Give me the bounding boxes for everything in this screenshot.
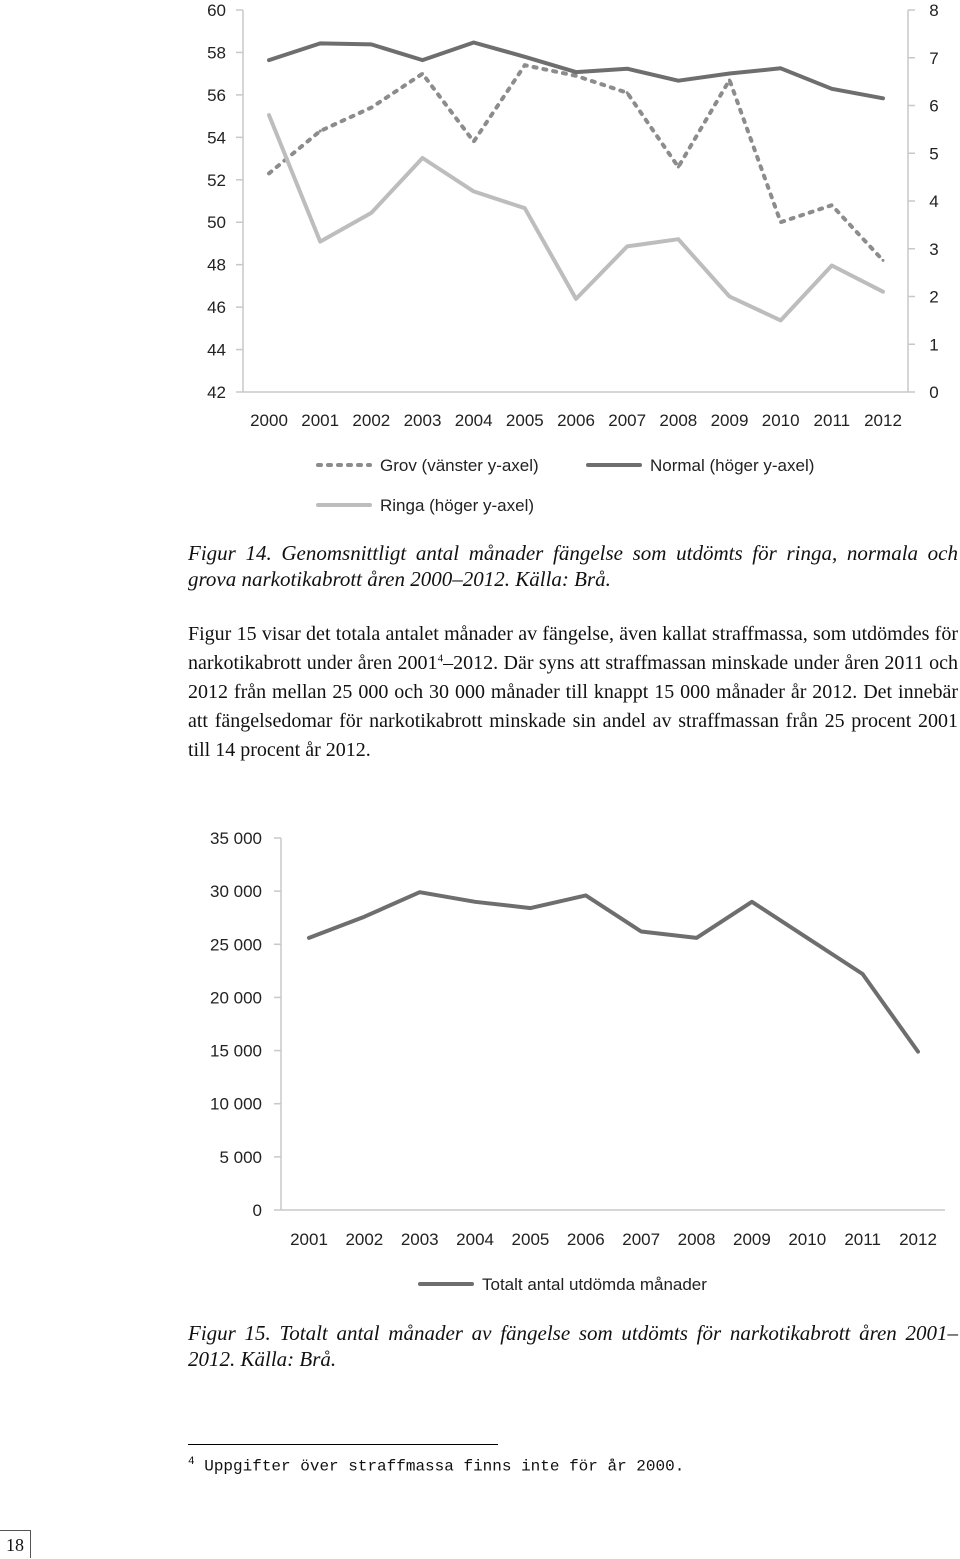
x-tick-label: 2012 — [864, 411, 902, 430]
data-point — [728, 295, 731, 298]
data-point — [268, 114, 271, 117]
data-point — [830, 204, 833, 207]
legend-label: Ringa (höger y-axel) — [380, 496, 535, 515]
x-tick-label: 2005 — [511, 1230, 550, 1249]
x-tick-label: 2004 — [456, 1230, 495, 1249]
x-tick-label: 2004 — [454, 411, 493, 430]
y-right-tick-label: 8 — [929, 1, 939, 20]
x-tick-label: 2003 — [403, 411, 442, 430]
data-point — [830, 87, 833, 90]
y-left-tick-label: 54 — [207, 128, 226, 148]
data-point — [418, 891, 421, 894]
x-tick-label: 2006 — [566, 1230, 605, 1249]
data-point — [779, 67, 782, 70]
y-left-tick-label: 10 000 — [210, 1094, 262, 1114]
footnote-reference[interactable]: 4 — [437, 652, 444, 665]
data-point — [370, 43, 373, 46]
data-point — [474, 900, 477, 903]
data-point — [575, 297, 578, 300]
y-right-tick-label: 7 — [929, 48, 939, 68]
y-left-tick-label: 5 000 — [219, 1147, 262, 1167]
y-left-tick-label: 30 000 — [210, 882, 262, 902]
data-point — [806, 936, 809, 939]
data-point — [268, 172, 271, 175]
body-paragraph — [188, 620, 958, 765]
data-point — [882, 259, 885, 262]
data-point — [728, 79, 731, 82]
y-right-tick-label: 2 — [929, 287, 939, 307]
data-point — [308, 936, 311, 939]
x-tick-label: 2003 — [400, 1230, 439, 1249]
y-left-tick-label: 60 — [207, 1, 226, 20]
x-tick-label: 2001 — [290, 1230, 328, 1249]
y-left-tick-label: 50 — [207, 213, 226, 233]
y-left-tick-label: 20 000 — [210, 988, 262, 1008]
page-number: 18 — [0, 1530, 31, 1558]
data-point — [319, 42, 322, 45]
data-point — [677, 238, 680, 241]
data-point — [882, 290, 885, 293]
data-point — [861, 973, 864, 976]
data-point — [363, 915, 366, 918]
y-right-tick-label: 1 — [929, 335, 939, 355]
data-point — [626, 91, 629, 94]
data-point — [779, 221, 782, 224]
y-left-tick-label: 48 — [207, 255, 226, 275]
x-tick-label: 2008 — [659, 411, 698, 430]
data-point — [529, 907, 532, 910]
body-text-part2: –2012. Där syns att straffmassan minskade under åren 2011 och 2012 från mellan 25 000 och 30 000 månader till knappt 15 000 månader år 2012. Det innebär att fängelsedomar för narkotikabrott minskade sin andel av straffmassan från 25 procent 2001 till 14 procent år 2012. — [188, 652, 958, 761]
data-point — [640, 930, 643, 933]
y-left-tick-label: 58 — [207, 43, 226, 63]
y-left-tick-label: 25 000 — [210, 935, 262, 955]
data-point — [421, 72, 424, 75]
x-tick-label: 2000 — [250, 411, 288, 430]
data-point — [677, 79, 680, 82]
y-left-tick-label: 52 — [207, 170, 226, 190]
data-point — [882, 97, 885, 100]
y-left-tick-label: 15 000 — [210, 1041, 262, 1061]
y-left-tick-label: 35 000 — [210, 829, 262, 848]
y-left-tick-label: 42 — [207, 383, 226, 402]
y-right-tick-label: 0 — [929, 383, 939, 402]
data-point — [830, 264, 833, 267]
data-point — [421, 59, 424, 62]
data-point — [626, 245, 629, 248]
x-tick-label: 2011 — [844, 1230, 881, 1249]
y-right-tick-label: 4 — [929, 192, 939, 211]
x-tick-label: 2002 — [345, 1230, 384, 1249]
y-left-tick-label: 44 — [207, 340, 226, 360]
data-point — [728, 72, 731, 75]
data-point — [575, 74, 578, 77]
data-point — [472, 140, 475, 143]
y-left-tick-label: 56 — [207, 85, 226, 105]
data-point — [421, 157, 424, 160]
footnote-text: Uppgifter över straffmassa finns inte för år 2000. — [204, 1457, 685, 1476]
data-point — [319, 129, 322, 132]
footnote — [188, 1456, 684, 1475]
series-line-grov — [269, 65, 883, 260]
data-point — [917, 1050, 920, 1053]
x-tick-label: 2005 — [505, 411, 544, 430]
data-point — [472, 190, 475, 193]
data-point — [370, 211, 373, 214]
series-line-totalt — [309, 892, 918, 1051]
x-tick-label: 2011 — [813, 411, 851, 430]
data-point — [584, 894, 587, 897]
figure-15-caption: Figur 15. Totalt antal månader av fängelse som utdömts för narkotikabrott åren 2001–2012. Källa: Brå. — [188, 1321, 958, 1371]
x-tick-label: 2008 — [677, 1230, 716, 1249]
data-point — [750, 900, 753, 903]
data-point — [677, 166, 680, 169]
footnote-mark: 4 — [188, 1456, 195, 1468]
x-tick-label: 2006 — [557, 411, 595, 430]
x-tick-label: 2009 — [732, 1230, 771, 1249]
chart-15 — [0, 800, 960, 1310]
x-tick-label: 2001 — [301, 411, 340, 430]
series-line-normal — [269, 43, 883, 99]
chart-14 — [0, 0, 960, 525]
x-tick-label: 2002 — [352, 411, 391, 430]
x-tick-label: 2010 — [761, 411, 800, 430]
legend-label: Grov (vänster y-axel) — [380, 456, 539, 475]
y-right-tick-label: 5 — [929, 144, 939, 164]
data-point — [523, 64, 526, 67]
x-tick-label: 2012 — [899, 1230, 937, 1249]
x-tick-label: 2010 — [788, 1230, 827, 1249]
figure-14-caption: Figur 14. Genomsnittligt antal månader fängelse som utdömts för ringa, normala och grova narkotikabrott åren 2000–2012. Källa: Brå. — [188, 541, 958, 591]
y-right-tick-label: 6 — [929, 96, 939, 116]
data-point — [626, 67, 629, 70]
data-point — [779, 319, 782, 322]
x-tick-label: 2009 — [710, 411, 749, 430]
footnote-separator — [188, 1444, 498, 1445]
data-point — [472, 41, 475, 44]
legend-label: Totalt antal utdömda månader — [482, 1275, 707, 1294]
data-point — [695, 936, 698, 939]
x-tick-label: 2007 — [608, 411, 647, 430]
data-point — [575, 71, 578, 74]
data-point — [268, 59, 271, 62]
data-point — [523, 55, 526, 58]
legend-label: Normal (höger y-axel) — [650, 456, 815, 475]
y-left-tick-label: 46 — [207, 298, 226, 318]
y-left-tick-label: 0 — [252, 1201, 262, 1220]
data-point — [319, 240, 322, 243]
x-tick-label: 2007 — [622, 1230, 661, 1249]
data-point — [370, 106, 373, 109]
data-point — [523, 207, 526, 210]
y-right-tick-label: 3 — [929, 239, 939, 259]
body-text-part1: Figur 15 visar det totala antalet månader av fängelse, även kallat straffmassa, som utdömdes för narkotikabrott under åren 2001 — [188, 623, 958, 674]
